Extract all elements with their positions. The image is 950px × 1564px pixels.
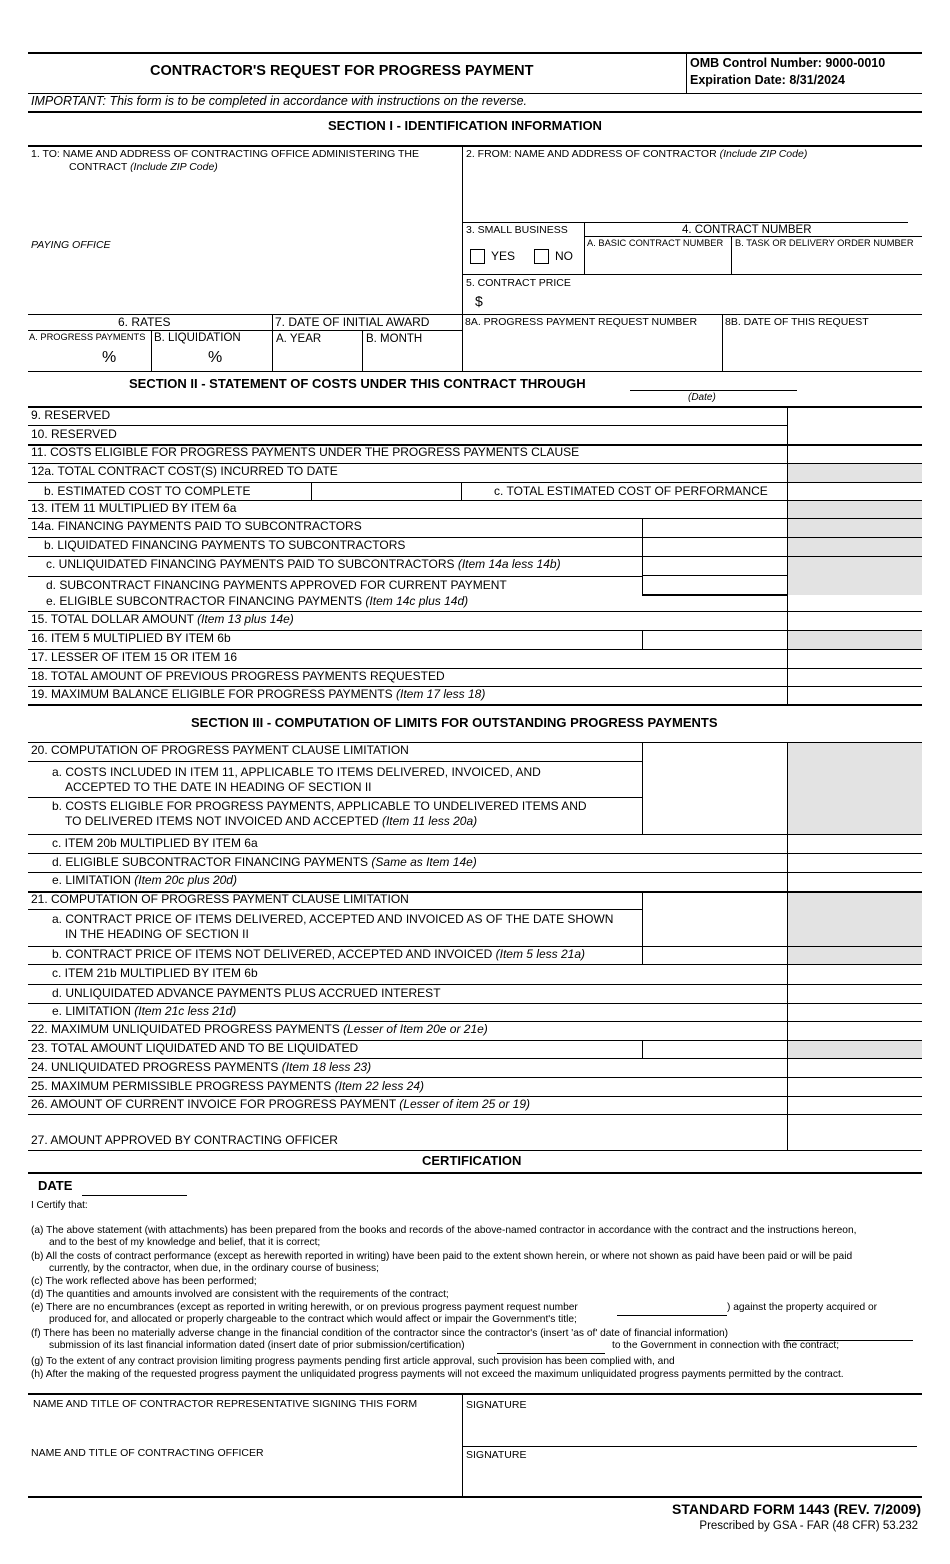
shade-r20 — [788, 743, 922, 834]
cert-c: (c) The work reflected above has been performed; — [31, 1276, 257, 1287]
month-label: B. MONTH — [366, 333, 423, 345]
row-15: 15. TOTAL DOLLAR AMOUNT (Item 13 plus 14e) — [31, 612, 294, 626]
section1-bottom-rule — [28, 371, 922, 372]
rates-label: 6. RATES — [118, 315, 171, 329]
rule-r20c — [28, 853, 922, 854]
cert-f1: (f) There has been no materially adverse change in the financial condition of the contractor since the contractor's (insert 'as of' date of financial information) — [31, 1328, 729, 1339]
cert-a2: and to the best of my knowledge and belief, that it is correct; — [49, 1237, 321, 1248]
percent-b: % — [208, 349, 223, 366]
row-21a-1: a. CONTRACT PRICE OF ITEMS DELIVERED, ACCEPTED AND INVOICED AS OF THE DATE SHOWN — [52, 912, 614, 926]
expiration-date: Expiration Date: 8/31/2024 — [690, 73, 845, 87]
cert-b1: (b) All the costs of contract performance (except as herewith reported in writing) have been paid to the extent shown herein, or where not shown as paid have been paid or will be paid — [31, 1251, 853, 1262]
row-17: 17. LESSER OF ITEM 15 OR ITEM 16 — [31, 650, 238, 664]
block3-top-rule — [462, 222, 584, 223]
row-21: 21. COMPUTATION OF PROGRESS PAYMENT CLAUSE LIMITATION — [31, 892, 409, 906]
row-26: 26. AMOUNT OF CURRENT INVOICE FOR PROGRESS PAYMENT (Lesser of item 25 or 19) — [31, 1097, 531, 1111]
small-business-label: 3. SMALL BUSINESS — [466, 224, 568, 236]
row-20e: e. LIMITATION (Item 20c plus 20d) — [52, 873, 237, 887]
section1-top-rule — [28, 111, 922, 113]
rule-r27 — [28, 1150, 922, 1151]
initial-award-label: 7. DATE OF INITIAL AWARD — [275, 315, 430, 329]
rep-name-label: NAME AND TITLE OF CONTRACTOR REPRESENTATIVE SIGNING THIS FORM — [33, 1398, 418, 1410]
cert-f2a: submission of its last financial information dated (insert date of prior submission/certification) — [49, 1340, 465, 1351]
standard-form-label: STANDARD FORM 1443 (REV. 7/2009) — [672, 1501, 921, 1517]
omb-control-number: OMB Control Number: 9000-0010 — [690, 56, 886, 70]
shade-r21 — [788, 891, 922, 964]
cert-a1: (a) The above statement (with attachments) has been prepared from the books and records of the above-named contractor in accordance with the contract and the instructions hereon, — [31, 1225, 857, 1236]
row-21e: e. LIMITATION (Item 21c less 21d) — [52, 1004, 237, 1018]
row-11: 11. COSTS ELIGIBLE FOR PROGRESS PAYMENTS UNDER THE PROGRESS PAYMENTS CLAUSE — [31, 445, 580, 459]
signature1-rule — [462, 1446, 917, 1447]
row-9: 9. RESERVED — [31, 408, 111, 422]
rates-sub-rule — [28, 330, 462, 331]
shade-r14c-r14d — [788, 556, 922, 595]
row-20d: d. ELIGIBLE SUBCONTRACTOR FINANCING PAYMENTS (Same as Item 14e) — [52, 855, 477, 869]
section2-bottom-rule — [28, 704, 922, 706]
from-label: 2. FROM: NAME AND ADDRESS OF CONTRACTOR (Include ZIP Code) — [466, 148, 808, 160]
rule-r20b — [28, 834, 922, 835]
contract-price-label: 5. CONTRACT PRICE — [466, 277, 571, 289]
r21-mid-divider — [642, 891, 643, 964]
no-checkbox[interactable] — [534, 249, 549, 264]
row-13: 13. ITEM 11 MULTIPLIED BY ITEM 6a — [31, 501, 237, 515]
block4-divider — [731, 236, 732, 274]
row-20b-2: TO DELIVERED ITEMS NOT INVOICED AND ACCEPTED (Item 11 less 20a) — [65, 814, 478, 828]
yes-checkbox[interactable] — [470, 249, 485, 264]
rule-r23 — [28, 1058, 922, 1059]
rule-r21c — [28, 984, 922, 985]
cert-date-label: DATE — [38, 1178, 73, 1193]
shade-r12a — [788, 463, 922, 482]
section1-title-rule — [28, 145, 922, 147]
year-label: A. YEAR — [276, 333, 322, 345]
rule-r21b — [28, 964, 922, 965]
cert-h: (h) After the making of the requested progress payment the unliquidated progress payments will not exceed the maximum unliquidated progress payments permitted by the contract. — [31, 1369, 844, 1380]
r12b-divider1 — [311, 482, 312, 500]
block4-sub-rule — [584, 236, 922, 237]
signature1-label: SIGNATURE — [466, 1399, 527, 1411]
row-20: 20. COMPUTATION OF PROGRESS PAYMENT CLAUSE LIMITATION — [31, 743, 409, 757]
row-20b-1: b. COSTS ELIGIBLE FOR PROGRESS PAYMENTS, APPLICABLE TO UNDELIVERED ITEMS AND — [52, 799, 587, 813]
paying-office-label: PAYING OFFICE — [31, 239, 111, 251]
row-24: 24. UNLIQUIDATED PROGRESS PAYMENTS (Item 18 less 23) — [31, 1060, 372, 1074]
request-date-label: 8B. DATE OF THIS REQUEST — [725, 316, 869, 328]
no-label: NO — [555, 249, 573, 263]
progress-payments-label: A. PROGRESS PAYMENTS — [29, 332, 146, 342]
cert-date-line — [82, 1195, 187, 1196]
block3-divider — [584, 222, 585, 274]
row-21a-2: IN THE HEADING OF SECTION II — [65, 927, 249, 941]
yes-label: YES — [491, 249, 516, 263]
percent-a: % — [102, 349, 117, 366]
row-22: 22. MAXIMUM UNLIQUIDATED PROGRESS PAYMENTS (Lesser of Item 20e or 21e) — [31, 1022, 488, 1036]
rule-r20a — [28, 797, 643, 798]
row-21c: c. ITEM 21b MULTIPLIED BY ITEM 6b — [52, 966, 258, 980]
rule-r26 — [28, 1114, 922, 1115]
certification-rule — [28, 1172, 922, 1174]
cert-d: (d) The quantities and amounts involved are consistent with the requirements of the contract; — [31, 1289, 449, 1300]
row-10: 10. RESERVED — [31, 427, 117, 441]
row-12b: b. ESTIMATED COST TO COMPLETE — [44, 484, 251, 498]
row-27: 27. AMOUNT APPROVED BY CONTRACTING OFFICER — [31, 1133, 338, 1147]
r20-mid-divider — [642, 742, 643, 834]
rates-ab-divider — [151, 330, 152, 371]
to-label-cont: CONTRACT (Include ZIP Code) — [69, 161, 218, 173]
r16-divider — [642, 630, 643, 649]
rule-r14d — [642, 594, 788, 596]
row-18: 18. TOTAL AMOUNT OF PREVIOUS PROGRESS PAYMENTS REQUESTED — [31, 669, 445, 683]
liquidation-label: B. LIQUIDATION — [154, 332, 241, 344]
rule-r24 — [28, 1077, 922, 1078]
important-note: IMPORTANT: This form is to be completed in accordance with instructions on the reverse. — [31, 94, 528, 108]
cert-g: (g) To the extent of any contract provision limiting progress payments pending first article approval, such provision has been complied with, and — [31, 1356, 675, 1367]
section3-title: SECTION III - COMPUTATION OF LIMITS FOR OUTSTANDING PROGRESS PAYMENTS — [191, 715, 718, 730]
row-16: 16. ITEM 5 MULTIPLIED BY ITEM 6b — [31, 631, 231, 645]
rule-r12a — [28, 482, 922, 483]
section2-date-line — [630, 390, 797, 391]
row-14d: d. SUBCONTRACT FINANCING PAYMENTS APPROVED FOR CURRENT PAYMENT — [46, 578, 507, 592]
row-12a: 12a. TOTAL CONTRACT COST(S) INCURRED TO DATE — [31, 464, 338, 478]
row-14a: 14a. FINANCING PAYMENTS PAID TO SUBCONTRACTORS — [31, 519, 362, 533]
rule-r21 — [28, 909, 643, 910]
basic-contract-label: A. BASIC CONTRACT NUMBER — [587, 238, 724, 248]
certification-title: CERTIFICATION — [422, 1153, 522, 1168]
rule-r14c — [28, 576, 642, 577]
block4-top-rule — [584, 222, 908, 223]
row-14c: c. UNLIQUIDATED FINANCING PAYMENTS PAID TO SUBCONTRACTORS (Item 14a less 14b) — [46, 557, 561, 571]
row-23: 23. TOTAL AMOUNT LIQUIDATED AND TO BE LIQUIDATED — [31, 1041, 359, 1055]
row-20a-1: a. COSTS INCLUDED IN ITEM 11, APPLICABLE TO ITEMS DELIVERED, INVOICED, AND — [52, 765, 541, 779]
cert-i-certify: I Certify that: — [31, 1200, 88, 1211]
rule-r14c-mid — [642, 575, 788, 576]
request-divider — [722, 314, 723, 371]
row-12c: c. TOTAL ESTIMATED COST OF PERFORMANCE — [494, 484, 768, 498]
top-rule — [28, 52, 922, 54]
shade-r16 — [788, 630, 922, 649]
cert-e1b: ) against the property acquired or — [727, 1302, 878, 1313]
row-14b: b. LIQUIDATED FINANCING PAYMENTS TO SUBCONTRACTORS — [44, 538, 406, 552]
rule-r20 — [28, 761, 643, 762]
section2-title: SECTION II - STATEMENT OF COSTS UNDER THIS CONTRACT THROUGH — [129, 376, 586, 391]
to-label: 1. TO: NAME AND ADDRESS OF CONTRACTING OFFICE ADMINISTERING THE — [31, 148, 419, 160]
row-20c: c. ITEM 20b MULTIPLIED BY ITEM 6a — [52, 836, 258, 850]
signature-bottom-rule — [28, 1496, 922, 1498]
shade-r23 — [788, 1040, 922, 1058]
section1-title: SECTION I - IDENTIFICATION INFORMATION — [328, 118, 602, 133]
year-month-divider — [362, 330, 363, 371]
rule-r9 — [28, 425, 788, 426]
row-20a-2: ACCEPTED TO THE DATE IN HEADING OF SECTION II — [65, 780, 372, 794]
to-from-divider — [462, 146, 463, 371]
shade-r13-r14b — [788, 500, 922, 556]
cert-e2: produced for, and allocated or properly chargeable to the contract which would affect or impair the Government's title; — [49, 1314, 577, 1325]
row-14e: e. ELIGIBLE SUBCONTRACTOR FINANCING PAYMENTS (Item 14c plus 14d) — [46, 594, 469, 608]
signature2-label: SIGNATURE — [466, 1449, 527, 1461]
r23-divider — [642, 1040, 643, 1058]
officer-name-label: NAME AND TITLE OF CONTRACTING OFFICER — [31, 1447, 264, 1459]
rates-award-divider — [272, 314, 273, 371]
cert-f2b: to the Government in connection with the contract; — [612, 1340, 840, 1351]
section2-date-label: (Date) — [688, 392, 716, 403]
row-21d: d. UNLIQUIDATED ADVANCE PAYMENTS PLUS ACCRUED INTEREST — [52, 986, 441, 1000]
row-19: 19. MAXIMUM BALANCE ELIGIBLE FOR PROGRESS PAYMENTS (Item 17 less 18) — [31, 687, 486, 701]
omb-divider — [686, 53, 687, 93]
r12b-divider2 — [461, 482, 462, 500]
row-25: 25. MAXIMUM PERMISSIBLE PROGRESS PAYMENTS (Item 22 less 24) — [31, 1079, 425, 1093]
form-title: CONTRACTOR'S REQUEST FOR PROGRESS PAYMENT — [150, 63, 534, 79]
request-number-label: 8A. PROGRESS PAYMENT REQUEST NUMBER — [465, 316, 698, 328]
contract-number-label: 4. CONTRACT NUMBER — [682, 224, 812, 236]
cert-f2-line — [497, 1353, 605, 1354]
prescribed-label: Prescribed by GSA - FAR (48 CFR) 53.232 — [699, 1520, 918, 1532]
cert-e1a: (e) There are no encumbrances (except as reported in writing herewith, or on previous progress payment request number — [31, 1302, 578, 1313]
row-21b: b. CONTRACT PRICE OF ITEMS NOT DELIVERED, ACCEPTED AND INVOICED (Item 5 less 21a) — [52, 947, 586, 961]
dollar-sign: $ — [475, 293, 483, 309]
task-order-label: B. TASK OR DELIVERY ORDER NUMBER — [735, 238, 914, 248]
signature-top-rule — [28, 1393, 922, 1395]
cert-b2: currently, by the contractor, when due, in the ordinary course of business; — [49, 1263, 379, 1274]
block5-top-rule — [462, 274, 922, 275]
